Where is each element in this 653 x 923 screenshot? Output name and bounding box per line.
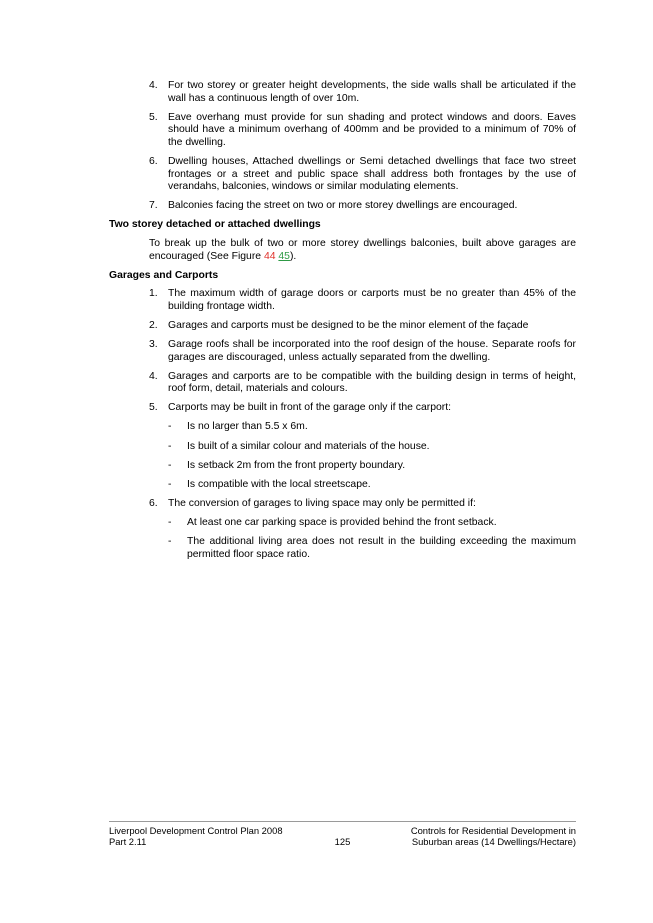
sub-list-text: Is compatible with the local streetscape.: [187, 478, 371, 490]
list-item: [109, 200, 576, 213]
list-item: [109, 80, 576, 105]
list-item: [109, 402, 576, 415]
section-paragraph: [109, 238, 576, 263]
dash-bullet: -: [168, 516, 172, 528]
list-text: The conversion of garages to living space may only be permitted if:: [168, 497, 476, 509]
dash-bullet: -: [168, 440, 172, 452]
paragraph-text: To break up the bulk of two or more storey dwellings balconies, built above garages are encouraged (See Figure: [149, 237, 576, 262]
list-number: 6.: [149, 497, 158, 509]
list-number: 4.: [149, 370, 158, 382]
list-number: 5.: [149, 111, 158, 123]
footer-part: Part 2.11: [109, 836, 147, 847]
sub-list-text: Is setback 2m from the front property boundary.: [187, 459, 406, 471]
paragraph-text-end: ).: [289, 250, 297, 262]
sub-list-text: At least one car parking space is provided behind the front setback.: [187, 516, 497, 528]
sub-list-text: Is built of a similar colour and materials of the house.: [187, 440, 430, 452]
sub-list-item: [109, 421, 576, 434]
dash-bullet: -: [168, 478, 172, 490]
section-heading-garages: Garages and Carports: [109, 269, 219, 281]
list-item: [109, 112, 576, 150]
list-text: Carports may be built in front of the garage only if the carport:: [168, 402, 452, 414]
figure-reference-45-link[interactable]: 45: [278, 250, 290, 262]
sub-list-text: Is no larger than 5.5 x 6m.: [187, 421, 308, 433]
list-item: [109, 339, 576, 364]
sub-list-item: [109, 460, 576, 473]
list-item: [109, 288, 576, 313]
list-number: 7.: [149, 200, 158, 212]
sub-list-item: [109, 441, 576, 454]
sub-list-item: [109, 517, 576, 530]
list-number: 4.: [149, 80, 158, 91]
footer-section-title-line2: Suburban areas (14 Dwellings/Hectare): [411, 836, 576, 847]
footer-section-title-line1: Controls for Residential Development in: [410, 825, 576, 836]
sub-list-item: [109, 536, 576, 561]
list-text: Garage roofs shall be incorporated into the roof design of the house. Separate roofs for garages are discouraged, unless actually separated from the dwelling.: [168, 339, 576, 363]
footer-document-title: Liverpool Development Control Plan 2008: [109, 825, 283, 836]
list-number: 6.: [149, 155, 158, 167]
list-item: [109, 371, 576, 396]
page-content: [109, 80, 576, 568]
list-text: Garages and carports are to be compatible with the building design in terms of height, roof form, detail, materials and colours.: [168, 370, 576, 395]
list-text: For two storey or greater height developments, the side walls shall be articulated if the wall has a continuous length of over 10m.: [168, 80, 576, 104]
list-item: [109, 156, 576, 194]
page-number: 125: [334, 836, 351, 847]
list-number: 2.: [149, 319, 158, 331]
list-text: Dwelling houses, Attached dwellings or Semi detached dwellings that face two street frontages or a street and public space shall address both frontages by the use of verandahs, balconies, windows or similar modulating elements.: [168, 155, 576, 193]
dash-bullet: -: [168, 421, 172, 433]
list-text: Balconies facing the street on two or more storey dwellings are encouraged.: [168, 200, 518, 212]
list-item: [109, 498, 576, 511]
list-text: Eave overhang must provide for sun shading and protect windows and doors. Eaves should have a minimum overhang of 400mm and be provided to a minimum of 70% of the dwelling.: [168, 111, 576, 148]
dash-bullet: -: [168, 536, 172, 548]
list-item: [109, 320, 576, 333]
list-number: 5.: [149, 402, 158, 414]
section-heading-two-storey: Two storey detached or attached dwellings: [109, 219, 321, 231]
list-text: The maximum width of garage doors or carports must be no greater than 45% of the building frontage width.: [168, 288, 576, 312]
list-number: 1.: [149, 288, 158, 300]
list-text: Garages and carports must be designed to be the minor element of the façade: [168, 319, 529, 331]
figure-reference-44[interactable]: 44: [263, 250, 276, 262]
page-footer: [109, 821, 576, 847]
sub-list-text: The additional living area does not result in the building exceeding the maximum permitted floor space ratio.: [187, 536, 576, 560]
footer-right: [411, 825, 576, 847]
list-number: 3.: [149, 339, 158, 350]
dash-bullet: -: [168, 459, 172, 471]
sub-list-item: [109, 479, 576, 492]
